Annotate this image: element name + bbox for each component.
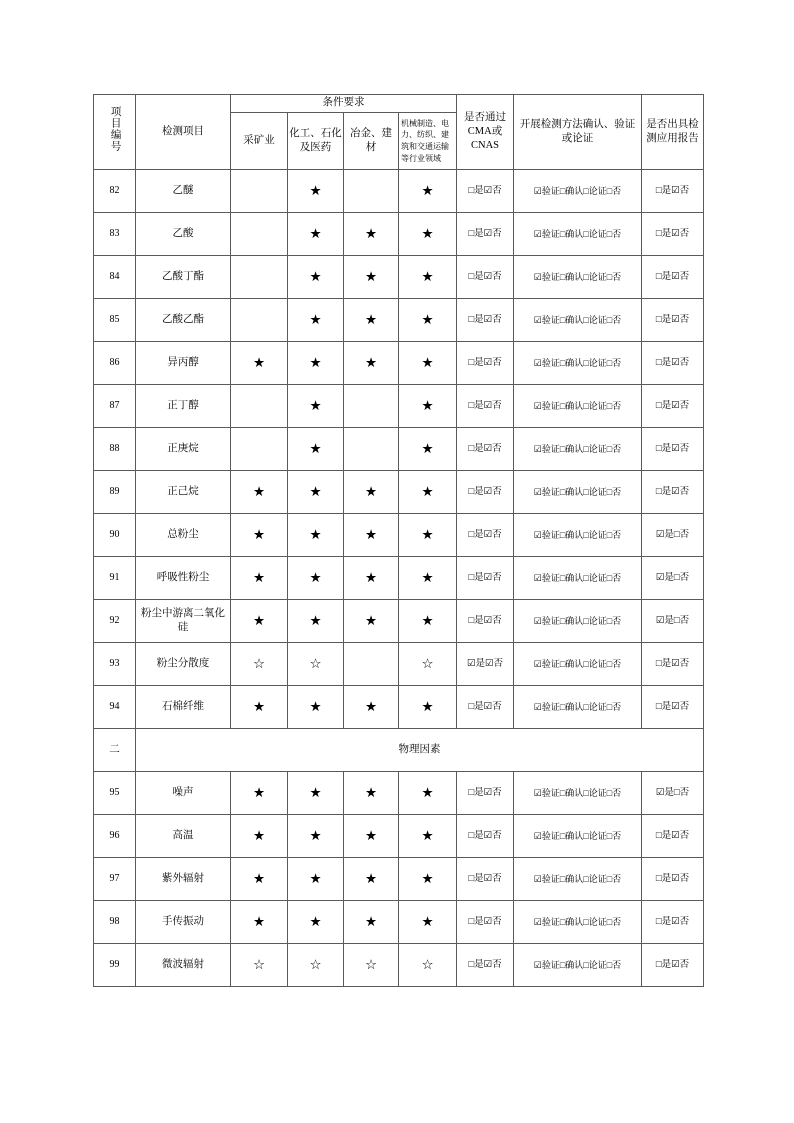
condition-mark-metallurgy-cell: ★ — [344, 557, 399, 600]
header-row-top — [94, 95, 704, 113]
item-number-cell: 87 — [94, 385, 136, 428]
method-checkbox-cell: ☑验证□确认□论证□否 — [514, 686, 642, 729]
item-number-cell: 93 — [94, 643, 136, 686]
condition-mark-metallurgy-cell: ★ — [344, 299, 399, 342]
cma-checkbox-cell: □是☑否 — [457, 514, 514, 557]
cma-checkbox-cell: □是☑否 — [457, 901, 514, 944]
item-number-cell: 85 — [94, 299, 136, 342]
report-checkbox-cell: □是☑否 — [642, 643, 704, 686]
condition-mark-machinery-cell: ★ — [399, 514, 457, 557]
item-number-cell: 88 — [94, 428, 136, 471]
method-checkbox-cell: ☑验证□确认□论证□否 — [514, 170, 642, 213]
section-number-cell: 二 — [94, 729, 136, 772]
table-row — [94, 643, 704, 686]
item-number-cell: 95 — [94, 772, 136, 815]
report-checkbox-cell: ☑是□否 — [642, 514, 704, 557]
method-checkbox-cell: ☑验证□确认□论证□否 — [514, 256, 642, 299]
condition-mark-metallurgy-cell: ★ — [344, 514, 399, 557]
item-name-cell: 乙酸丁酯 — [136, 256, 231, 299]
condition-mark-mining-cell: ★ — [231, 686, 288, 729]
item-name-cell: 正己烷 — [136, 471, 231, 514]
report-checkbox-cell: □是☑否 — [642, 299, 704, 342]
cma-checkbox-cell: □是☑否 — [457, 557, 514, 600]
condition-mark-metallurgy-cell: ★ — [344, 686, 399, 729]
item-name-cell: 手传振动 — [136, 901, 231, 944]
table-row — [94, 213, 704, 256]
table-row — [94, 428, 704, 471]
header-method: 开展检测方法确认、验证或论证 — [514, 95, 642, 170]
condition-mark-machinery-cell: ★ — [399, 385, 457, 428]
table-row — [94, 772, 704, 815]
cma-checkbox-cell: ☑是☑否 — [457, 643, 514, 686]
item-name-cell: 乙酸乙酯 — [136, 299, 231, 342]
item-number-cell: 99 — [94, 944, 136, 987]
method-checkbox-cell: ☑验证□确认□论证□否 — [514, 557, 642, 600]
condition-mark-mining-cell — [231, 385, 288, 428]
condition-mark-machinery-cell: ★ — [399, 600, 457, 643]
method-checkbox-cell: ☑验证□确认□论证□否 — [514, 428, 642, 471]
detection-items-table — [93, 94, 704, 987]
method-checkbox-cell: ☑验证□确认□论证□否 — [514, 471, 642, 514]
method-checkbox-cell: ☑验证□确认□论证□否 — [514, 342, 642, 385]
cma-checkbox-cell: □是☑否 — [457, 858, 514, 901]
cma-checkbox-cell: □是☑否 — [457, 600, 514, 643]
condition-mark-mining-cell: ★ — [231, 772, 288, 815]
table-row — [94, 514, 704, 557]
item-number-cell: 83 — [94, 213, 136, 256]
header-test-item: 检测项目 — [136, 95, 231, 170]
condition-mark-machinery-cell: ★ — [399, 901, 457, 944]
condition-mark-metallurgy-cell: ★ — [344, 213, 399, 256]
condition-mark-chemical-cell: ★ — [288, 428, 344, 471]
item-name-cell: 噪声 — [136, 772, 231, 815]
item-name-cell: 乙酸 — [136, 213, 231, 256]
header-industry-chemical: 化工、石化及医药 — [288, 113, 344, 170]
cma-checkbox-cell: □是☑否 — [457, 471, 514, 514]
item-number-cell: 90 — [94, 514, 136, 557]
condition-mark-machinery-cell: ★ — [399, 858, 457, 901]
condition-mark-mining-cell: ★ — [231, 471, 288, 514]
table-row — [94, 385, 704, 428]
cma-checkbox-cell: □是☑否 — [457, 944, 514, 987]
item-number-cell: 89 — [94, 471, 136, 514]
report-checkbox-cell: □是☑否 — [642, 256, 704, 299]
condition-mark-mining-cell — [231, 213, 288, 256]
item-name-cell: 粉尘中游离二氧化硅 — [136, 600, 231, 643]
report-checkbox-cell: □是☑否 — [642, 213, 704, 256]
condition-mark-mining-cell: ★ — [231, 815, 288, 858]
condition-mark-chemical-cell: ☆ — [288, 643, 344, 686]
header-item-no — [94, 95, 136, 170]
table-row — [94, 256, 704, 299]
method-checkbox-cell: ☑验证□确认□论证□否 — [514, 643, 642, 686]
method-checkbox-cell: ☑验证□确认□论证□否 — [514, 385, 642, 428]
item-number-cell: 92 — [94, 600, 136, 643]
item-number-cell: 86 — [94, 342, 136, 385]
item-number-cell: 82 — [94, 170, 136, 213]
table-row — [94, 600, 704, 643]
method-checkbox-cell: ☑验证□确认□论证□否 — [514, 213, 642, 256]
report-checkbox-cell: □是☑否 — [642, 471, 704, 514]
item-number-cell: 84 — [94, 256, 136, 299]
cma-checkbox-cell: □是☑否 — [457, 299, 514, 342]
condition-mark-metallurgy-cell: ★ — [344, 342, 399, 385]
table-row — [94, 858, 704, 901]
cma-checkbox-cell: □是☑否 — [457, 385, 514, 428]
condition-mark-mining-cell: ☆ — [231, 643, 288, 686]
condition-mark-metallurgy-cell: ★ — [344, 815, 399, 858]
section-row — [94, 729, 704, 772]
condition-mark-mining-cell — [231, 256, 288, 299]
condition-mark-machinery-cell: ★ — [399, 686, 457, 729]
report-checkbox-cell: ☑是□否 — [642, 772, 704, 815]
condition-mark-chemical-cell: ★ — [288, 299, 344, 342]
method-checkbox-cell: ☑验证□确认□论证□否 — [514, 772, 642, 815]
condition-mark-mining-cell: ★ — [231, 858, 288, 901]
condition-mark-metallurgy-cell: ★ — [344, 901, 399, 944]
condition-mark-chemical-cell: ★ — [288, 772, 344, 815]
cma-checkbox-cell: □是☑否 — [457, 815, 514, 858]
header-industry-mining: 采矿业 — [231, 113, 288, 170]
header-industry-machinery: 机械制造、电力、纺织、建筑和交通运输等行业领域 — [399, 113, 457, 170]
method-checkbox-cell: ☑验证□确认□论证□否 — [514, 858, 642, 901]
item-name-cell: 紫外辐射 — [136, 858, 231, 901]
condition-mark-mining-cell — [231, 428, 288, 471]
cma-checkbox-cell: □是☑否 — [457, 686, 514, 729]
condition-mark-chemical-cell: ☆ — [288, 944, 344, 987]
item-name-cell: 正庚烷 — [136, 428, 231, 471]
condition-mark-mining-cell: ☆ — [231, 944, 288, 987]
item-name-cell: 呼吸性粉尘 — [136, 557, 231, 600]
item-number-cell: 96 — [94, 815, 136, 858]
report-checkbox-cell: □是☑否 — [642, 385, 704, 428]
condition-mark-metallurgy-cell — [344, 385, 399, 428]
condition-mark-metallurgy-cell: ★ — [344, 858, 399, 901]
condition-mark-chemical-cell: ★ — [288, 514, 344, 557]
method-checkbox-cell: ☑验证□确认□论证□否 — [514, 815, 642, 858]
condition-mark-metallurgy-cell — [344, 643, 399, 686]
report-checkbox-cell: □是☑否 — [642, 686, 704, 729]
item-number-cell: 97 — [94, 858, 136, 901]
condition-mark-chemical-cell: ★ — [288, 471, 344, 514]
table-row — [94, 901, 704, 944]
report-checkbox-cell: □是☑否 — [642, 901, 704, 944]
report-checkbox-cell: ☑是□否 — [642, 557, 704, 600]
item-number-cell: 91 — [94, 557, 136, 600]
report-checkbox-cell: □是☑否 — [642, 170, 704, 213]
table-row — [94, 299, 704, 342]
report-checkbox-cell: ☑是□否 — [642, 600, 704, 643]
item-name-cell: 异丙醇 — [136, 342, 231, 385]
table-row — [94, 815, 704, 858]
condition-mark-machinery-cell: ★ — [399, 557, 457, 600]
item-name-cell: 高温 — [136, 815, 231, 858]
condition-mark-chemical-cell: ★ — [288, 256, 344, 299]
cma-checkbox-cell: □是☑否 — [457, 342, 514, 385]
header-condition-group: 条件要求 — [231, 95, 457, 113]
condition-mark-chemical-cell: ★ — [288, 858, 344, 901]
condition-mark-mining-cell: ★ — [231, 342, 288, 385]
condition-mark-metallurgy-cell — [344, 428, 399, 471]
report-checkbox-cell: □是☑否 — [642, 944, 704, 987]
condition-mark-mining-cell: ★ — [231, 600, 288, 643]
condition-mark-mining-cell: ★ — [231, 557, 288, 600]
table-row — [94, 342, 704, 385]
condition-mark-metallurgy-cell: ★ — [344, 256, 399, 299]
table-body — [94, 170, 704, 987]
header-report: 是否出具检测应用报告 — [642, 95, 704, 170]
condition-mark-chemical-cell: ★ — [288, 170, 344, 213]
condition-mark-machinery-cell: ☆ — [399, 944, 457, 987]
header-industry-metallurgy: 冶金、建材 — [344, 113, 399, 170]
report-checkbox-cell: □是☑否 — [642, 428, 704, 471]
condition-mark-chemical-cell: ★ — [288, 213, 344, 256]
item-name-cell: 粉尘分散度 — [136, 643, 231, 686]
condition-mark-machinery-cell: ★ — [399, 256, 457, 299]
item-number-cell: 94 — [94, 686, 136, 729]
table-row — [94, 170, 704, 213]
item-name-cell: 总粉尘 — [136, 514, 231, 557]
report-checkbox-cell: □是☑否 — [642, 858, 704, 901]
condition-mark-metallurgy-cell: ★ — [344, 600, 399, 643]
condition-mark-machinery-cell: ★ — [399, 170, 457, 213]
table-row — [94, 686, 704, 729]
cma-checkbox-cell: □是☑否 — [457, 256, 514, 299]
condition-mark-mining-cell: ★ — [231, 514, 288, 557]
condition-mark-machinery-cell: ★ — [399, 815, 457, 858]
item-name-cell: 微波辐射 — [136, 944, 231, 987]
table-row — [94, 944, 704, 987]
item-name-cell: 正丁醇 — [136, 385, 231, 428]
header-item-no-label: 项目编号 — [109, 106, 121, 153]
condition-mark-machinery-cell: ★ — [399, 772, 457, 815]
table-row — [94, 471, 704, 514]
method-checkbox-cell: ☑验证□确认□论证□否 — [514, 514, 642, 557]
method-checkbox-cell: ☑验证□确认□论证□否 — [514, 944, 642, 987]
condition-mark-chemical-cell: ★ — [288, 815, 344, 858]
table-row — [94, 557, 704, 600]
condition-mark-machinery-cell: ★ — [399, 299, 457, 342]
condition-mark-chemical-cell: ★ — [288, 385, 344, 428]
item-name-cell: 石棉纤维 — [136, 686, 231, 729]
condition-mark-metallurgy-cell: ★ — [344, 772, 399, 815]
cma-checkbox-cell: □是☑否 — [457, 213, 514, 256]
cma-checkbox-cell: □是☑否 — [457, 772, 514, 815]
condition-mark-metallurgy-cell: ★ — [344, 471, 399, 514]
header-cma: 是否通过CMA或CNAS — [457, 95, 514, 170]
cma-checkbox-cell: □是☑否 — [457, 170, 514, 213]
cma-checkbox-cell: □是☑否 — [457, 428, 514, 471]
condition-mark-metallurgy-cell — [344, 170, 399, 213]
condition-mark-mining-cell — [231, 170, 288, 213]
condition-mark-chemical-cell: ★ — [288, 686, 344, 729]
item-number-cell: 98 — [94, 901, 136, 944]
condition-mark-machinery-cell: ★ — [399, 471, 457, 514]
method-checkbox-cell: ☑验证□确认□论证□否 — [514, 901, 642, 944]
condition-mark-metallurgy-cell: ☆ — [344, 944, 399, 987]
condition-mark-mining-cell: ★ — [231, 901, 288, 944]
method-checkbox-cell: ☑验证□确认□论证□否 — [514, 600, 642, 643]
condition-mark-machinery-cell: ☆ — [399, 643, 457, 686]
condition-mark-chemical-cell: ★ — [288, 600, 344, 643]
report-checkbox-cell: □是☑否 — [642, 342, 704, 385]
condition-mark-chemical-cell: ★ — [288, 342, 344, 385]
condition-mark-machinery-cell: ★ — [399, 213, 457, 256]
condition-mark-machinery-cell: ★ — [399, 342, 457, 385]
report-checkbox-cell: □是☑否 — [642, 815, 704, 858]
item-name-cell: 乙醚 — [136, 170, 231, 213]
condition-mark-mining-cell — [231, 299, 288, 342]
condition-mark-chemical-cell: ★ — [288, 901, 344, 944]
condition-mark-machinery-cell: ★ — [399, 428, 457, 471]
method-checkbox-cell: ☑验证□确认□论证□否 — [514, 299, 642, 342]
condition-mark-chemical-cell: ★ — [288, 557, 344, 600]
section-label-cell: 物理因素 — [136, 729, 704, 772]
